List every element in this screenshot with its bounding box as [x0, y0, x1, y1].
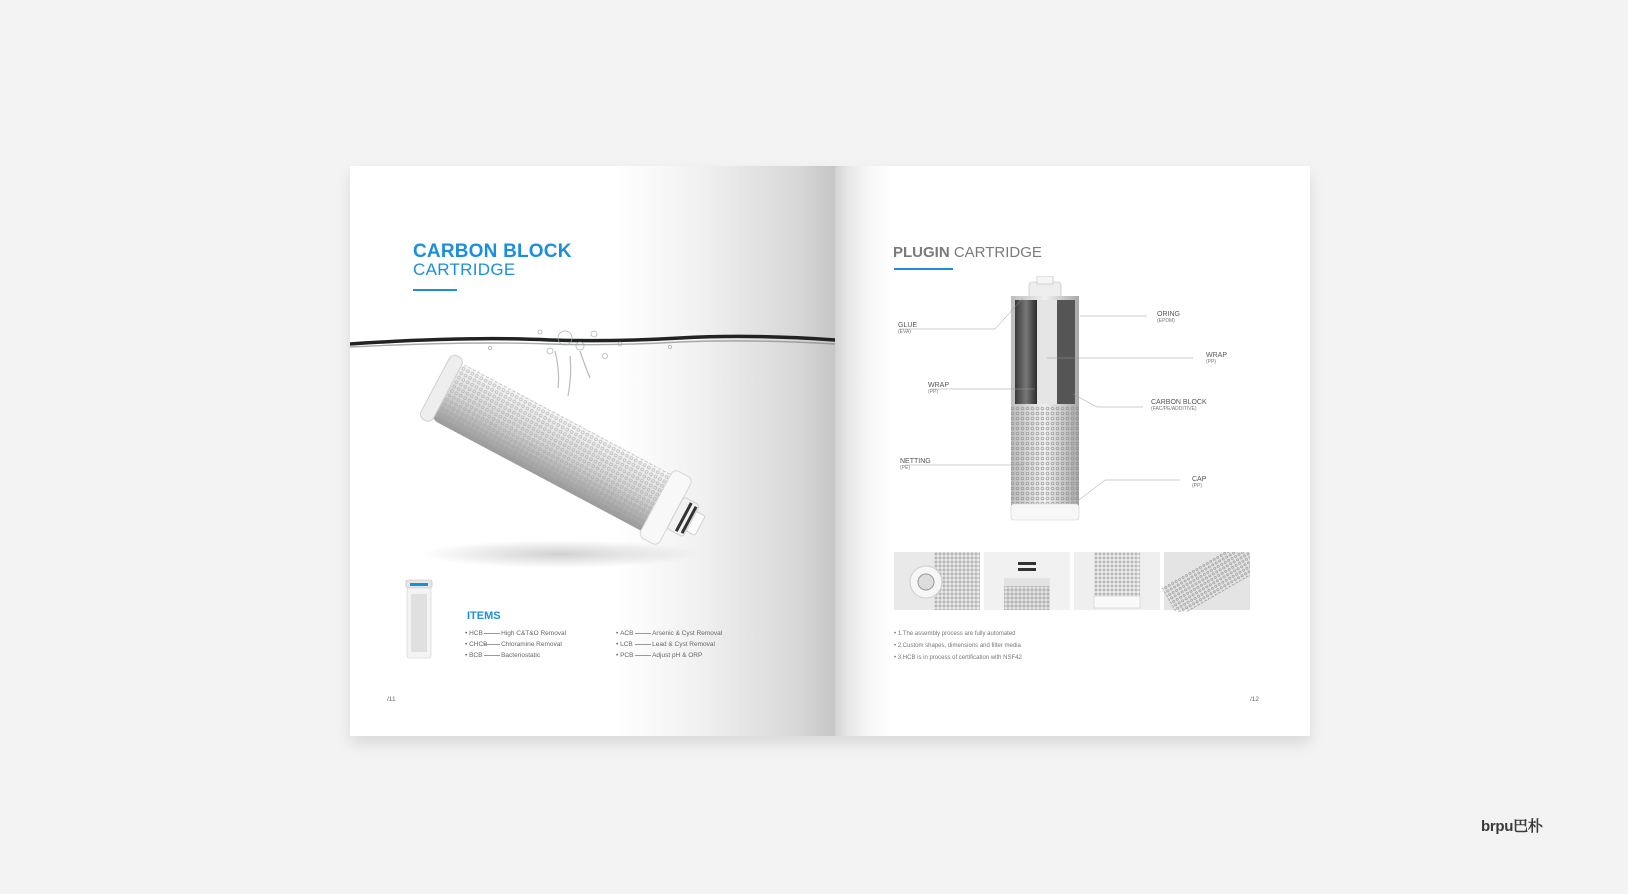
- label-cap: CAP (PP): [1192, 476, 1207, 489]
- divider: [635, 644, 651, 645]
- list-item: • 3.HCB is in process of certification with NSF42: [894, 655, 1022, 661]
- divider: [484, 655, 500, 656]
- list-item: • CHCB Chloramine Removal: [465, 641, 562, 648]
- thumbnail-mesh-closeup: [1161, 552, 1250, 612]
- left-page-title: [413, 242, 572, 278]
- title-underline: [894, 268, 953, 270]
- item-desc: High C&T&O Removal: [501, 630, 567, 637]
- title-line1: CARBON BLOCK: [413, 241, 572, 262]
- title-bold: PLUGIN: [893, 244, 950, 261]
- item-desc: Adjust pH & ORP: [652, 652, 703, 659]
- items-list-col1: [465, 628, 566, 661]
- brand-logo: brpu巴朴: [1481, 818, 1543, 835]
- item-code: BCB: [469, 652, 483, 659]
- thumbnail-connector-end: [894, 552, 980, 610]
- list-item: • BCB Bacteriostatic: [465, 652, 541, 659]
- cartridge-cutaway-diagram: [835, 276, 1310, 536]
- detail-thumbnails: [894, 552, 1250, 612]
- item-desc: Lead & Cyst Removal: [652, 641, 715, 648]
- list-item: • HCB High C&T&O Removal: [465, 630, 567, 637]
- label-wrap-outer: WRAP (PP): [1206, 352, 1227, 365]
- list-item: • PCB Adjust pH & ORP: [616, 652, 703, 659]
- label-netting: NETTING (PE): [900, 458, 931, 471]
- label-oring: ORING (EPDM): [1157, 311, 1180, 324]
- divider: [484, 633, 500, 634]
- page-number-left: /11: [387, 696, 396, 703]
- items-heading: ITEMS: [467, 610, 501, 622]
- item-desc: Bacteriostatic: [501, 652, 541, 659]
- label-carbon-block: CARBON BLOCK (FAC/PE/ADDITIVE): [1151, 399, 1207, 412]
- divider: [635, 655, 651, 656]
- right-page: [835, 166, 1310, 736]
- items-list-col2: [616, 628, 722, 661]
- item-desc: Arsenic & Cyst Removal: [652, 630, 723, 637]
- item-desc: Chloramine Removal: [501, 641, 562, 648]
- right-page-title: [893, 244, 1042, 261]
- title-regular: CARTRIDGE: [953, 244, 1042, 261]
- left-page: [350, 166, 835, 736]
- list-item: • LCB Lead & Cyst Removal: [616, 641, 715, 648]
- label-wrap-inner: WRAP (PP): [928, 382, 949, 395]
- title-underline: [413, 289, 457, 291]
- item-code: ACB: [620, 630, 634, 637]
- item-code: HCB: [469, 630, 483, 637]
- divider: [484, 644, 500, 645]
- title-line2: CARTRIDGE: [413, 260, 516, 279]
- cartridge-underwater-illustration: [350, 316, 835, 576]
- divider: [635, 633, 651, 634]
- thumbnail-cap-top: [984, 552, 1070, 610]
- thumbnail-cap-bottom: [1074, 552, 1160, 610]
- list-item: • 1.The assembly process are fully automated: [894, 631, 1016, 637]
- label-glue: GLUE (EVA): [898, 322, 918, 335]
- notes-list: [894, 628, 1022, 664]
- list-item: • ACB Arsenic & Cyst Removal: [616, 630, 723, 637]
- item-code: LCB: [620, 641, 633, 648]
- item-code: PCB: [620, 652, 634, 659]
- page-number-right: /12: [1250, 696, 1260, 703]
- housing-thumbnail: [402, 578, 436, 660]
- list-item: • 2.Custom shapes, dimensions and filter media: [894, 643, 1021, 649]
- brochure-spread: [350, 166, 1310, 736]
- item-code: CHCB: [469, 641, 488, 648]
